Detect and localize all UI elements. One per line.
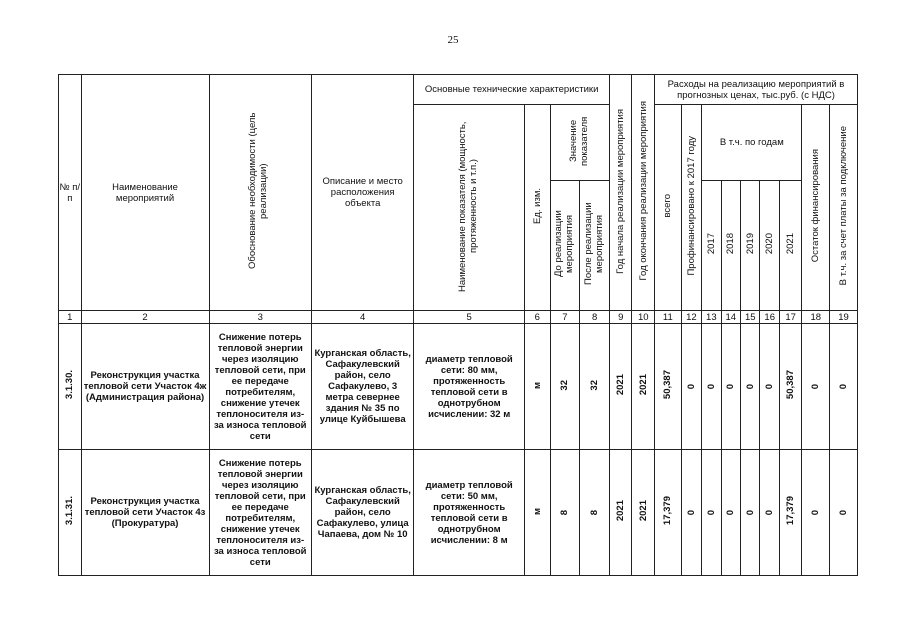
header-year-start-text: Год начала реализации мероприятия	[615, 108, 627, 274]
header-year-2017	[702, 181, 721, 311]
row-after	[580, 324, 610, 450]
header-tech-after-text: После реализации мероприятия	[582, 202, 605, 286]
header-year-2020	[760, 181, 779, 311]
row-y2019-text: 0	[744, 509, 756, 515]
row-financed-text: 0	[685, 383, 697, 389]
row-y2020-text: 0	[764, 509, 776, 515]
row-unit-text: м	[531, 507, 543, 515]
row-year-start	[609, 450, 632, 576]
row-financed-text: 0	[685, 509, 697, 515]
header-desc: Описание и место расположения объекта	[311, 75, 413, 311]
header-cost-by-years: В т.ч. по годам	[702, 105, 802, 181]
row-y2019-text: 0	[744, 383, 756, 389]
colnum: 7	[550, 311, 580, 324]
colnum: 2	[81, 311, 209, 324]
header-cost-connection	[830, 105, 858, 311]
header-year-2021-text: 2021	[785, 233, 797, 255]
row-reason: Снижение потерь тепловой энергии через изоляцию тепловой сети, при ее передаче потребителям, снижение утечек теплоносителя из-за износа тепловой сети	[209, 450, 311, 576]
row-unit-text: м	[531, 381, 543, 389]
header-num: № п/п	[59, 75, 82, 311]
row-y2017	[702, 324, 721, 450]
row-num-text: 3.1.31.	[64, 496, 76, 526]
colnum: 4	[311, 311, 413, 324]
colnum: 17	[779, 311, 802, 324]
row-y2018-text: 0	[725, 509, 737, 515]
row-y2020-text: 0	[764, 383, 776, 389]
row-unit	[524, 324, 550, 450]
header-tech-indicator	[414, 105, 525, 311]
row-reason: Снижение потерь тепловой энергии через изоляцию тепловой сети, при ее передаче потребителям, снижение утечек теплоносителя из-за износа тепловой сети	[209, 324, 311, 450]
colnum: 14	[721, 311, 740, 324]
header-year-end-text: Год окончания реализации мероприятия	[637, 101, 649, 281]
row-desc: Курганская область, Сафакулевский район, село Сафакулево, улица Чапаева, дом № 10	[311, 450, 413, 576]
row-indicator: диаметр тепловой сети: 50 мм, протяженность тепловой сети в однотрубном исчислении: 8 м	[414, 450, 525, 576]
colnum: 18	[802, 311, 830, 324]
header-year-start	[609, 75, 632, 311]
colnum: 13	[702, 311, 721, 324]
row-unit	[524, 450, 550, 576]
row-remaining	[802, 450, 830, 576]
row-y2019	[741, 450, 760, 576]
row-indicator: диаметр тепловой сети: 80 мм, протяженность тепловой сети в однотрубном исчислении: 32 м	[414, 324, 525, 450]
table-row	[59, 324, 858, 450]
row-total-text: 50,387	[662, 370, 674, 400]
header-year-2019-text: 2019	[744, 233, 756, 255]
row-name: Реконструкция участка тепловой сети Участок 4з (Прокуратура)	[81, 450, 209, 576]
row-year-end-text: 2021	[637, 500, 649, 522]
row-before	[550, 450, 580, 576]
row-name: Реконструкция участка тепловой сети Участок 4ж (Администрация района)	[81, 324, 209, 450]
header-tech-indicator-text: Наименование показателя (мощность, протяженность и т.п.)	[457, 120, 480, 292]
row-num	[59, 324, 82, 450]
header-tech-unit	[524, 105, 550, 311]
header-cost-remaining	[802, 105, 830, 311]
row-connection	[830, 450, 858, 576]
row-num	[59, 450, 82, 576]
row-connection-text: 0	[838, 509, 850, 515]
row-num-text: 3.1.30.	[64, 370, 76, 400]
header-cost-total-text: всего	[662, 194, 674, 218]
header-year-2017-text: 2017	[705, 233, 717, 255]
row-y2020	[760, 324, 779, 450]
row-y2018	[721, 450, 740, 576]
row-year-start-text: 2021	[615, 500, 627, 522]
header-cost-financed	[681, 105, 701, 311]
header-tech-value-group	[550, 105, 609, 181]
row-year-end-text: 2021	[637, 374, 649, 396]
row-financed	[681, 324, 701, 450]
header-cost-connection-text: В т.ч. за счет платы за подключение	[838, 126, 850, 286]
column-numbers-row	[59, 311, 858, 324]
row-y2018	[721, 324, 740, 450]
colnum: 5	[414, 311, 525, 324]
colnum: 3	[209, 311, 311, 324]
header-costs-group: Расходы на реализацию мероприятий в прогнозных ценах, тыс.руб. (с НДС)	[655, 75, 858, 105]
header-year-2021	[779, 181, 802, 311]
header-name: Наименование мероприятий	[81, 75, 209, 311]
page-number: 25	[447, 34, 459, 46]
colnum: 8	[580, 311, 610, 324]
colnum: 9	[609, 311, 632, 324]
row-y2017	[702, 450, 721, 576]
row-y2017-text: 0	[705, 383, 717, 389]
colnum: 19	[830, 311, 858, 324]
row-year-start-text: 2021	[615, 374, 627, 396]
row-desc: Курганская область, Сафакулевский район, село Сафакулево, 3 метра севернее здания № 35 по улице Куйбышева	[311, 324, 413, 450]
row-y2019	[741, 324, 760, 450]
header-year-end	[632, 75, 655, 311]
measures-table	[58, 74, 858, 576]
row-year-end	[632, 324, 655, 450]
row-y2021-text: 17,379	[785, 496, 797, 526]
row-year-end	[632, 450, 655, 576]
header-year-2018	[721, 181, 740, 311]
header-tech-value-text: Значение показателя	[567, 116, 590, 166]
header-tech-after	[580, 181, 610, 311]
header-tech-before-text: До реализации мероприятия	[552, 210, 575, 278]
table-row	[59, 450, 858, 576]
row-connection	[830, 324, 858, 450]
header-reason-text: Обоснование необходимости (цель реализации)	[247, 112, 270, 270]
header-tech-group: Основные технические характеристики	[414, 75, 610, 105]
row-y2017-text: 0	[705, 509, 717, 515]
row-remaining	[802, 324, 830, 450]
header-cost-remaining-text: Остаток финансирования	[810, 149, 822, 263]
header-tech-before	[550, 181, 580, 311]
row-y2021	[779, 324, 802, 450]
header-reason	[209, 75, 311, 311]
row-after	[580, 450, 610, 576]
row-connection-text: 0	[838, 383, 850, 389]
colnum: 16	[760, 311, 779, 324]
row-remaining-text: 0	[810, 509, 822, 515]
header-year-2020-text: 2020	[764, 233, 776, 255]
row-total-text: 17,379	[662, 496, 674, 526]
row-year-start	[609, 324, 632, 450]
colnum: 6	[524, 311, 550, 324]
row-before	[550, 324, 580, 450]
row-before-text: 8	[559, 509, 571, 515]
row-y2018-text: 0	[725, 383, 737, 389]
colnum: 10	[632, 311, 655, 324]
row-y2021-text: 50,387	[785, 370, 797, 400]
colnum: 15	[741, 311, 760, 324]
header-cost-total	[655, 105, 682, 311]
row-before-text: 32	[559, 379, 571, 391]
row-total	[655, 324, 682, 450]
row-remaining-text: 0	[810, 383, 822, 389]
colnum: 1	[59, 311, 82, 324]
row-y2021	[779, 450, 802, 576]
row-financed	[681, 450, 701, 576]
header-tech-unit-text: Ед. изм.	[531, 188, 543, 224]
colnum: 11	[655, 311, 682, 324]
row-total	[655, 450, 682, 576]
row-y2020	[760, 450, 779, 576]
header-cost-financed-text: Профинансировано к 2017 году	[685, 136, 697, 276]
row-after-text: 8	[589, 509, 601, 515]
row-after-text: 32	[589, 379, 601, 391]
colnum: 12	[681, 311, 701, 324]
header-year-2018-text: 2018	[725, 233, 737, 255]
header-year-2019	[741, 181, 760, 311]
